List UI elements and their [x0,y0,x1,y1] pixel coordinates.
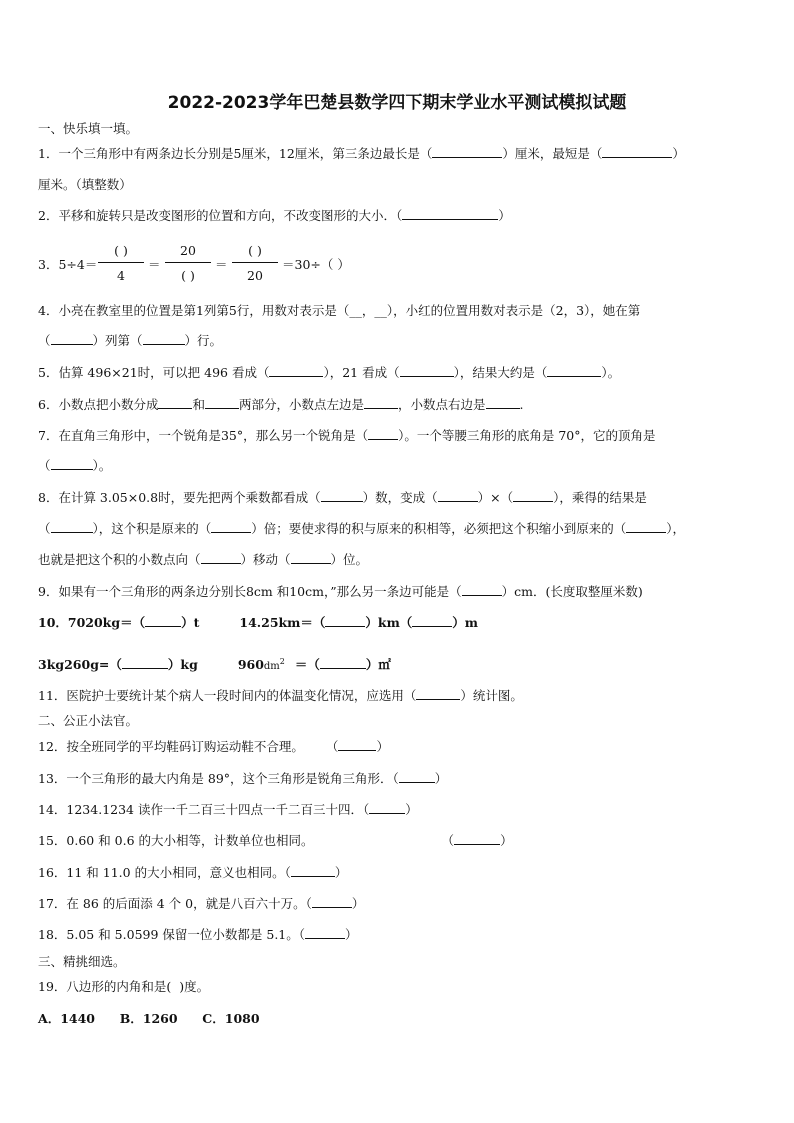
question-5: 5．估算 496×21时，可以把 496 看成（ ），21 看成（ ），结果大约是（ ）。 [38,365,621,380]
answer-blank[interactable] [145,614,181,627]
question-7-cont: （ ）。 [38,458,112,473]
answer-blank[interactable] [51,457,93,470]
question-12: 12．按全班同学的平均鞋码订购运动鞋不合理。 （ ） [38,739,389,754]
answer-blank[interactable] [201,551,241,564]
section-heading-2: 二、公正小法官。 [38,713,139,728]
question-16: 16．11 和 11.0 的大小相同，意义也相同。（ ） [38,865,348,880]
option-b[interactable]: B．1260 [119,1011,178,1026]
answer-blank[interactable] [338,738,376,751]
question-4-cont: （ ）列第（ ）行。 [38,333,223,348]
question-19-options [38,1010,756,1028]
question-10: 10．7020kg＝（ ）t 14.25km＝（ ）km（ ）m [38,615,479,630]
page-title: 2022-2023学年巴楚县数学四下期末学业水平测试模拟试题 [167,93,627,113]
question-18: 18．5.05 和 5.0599 保留一位小数都是 5.1。（ ） [38,927,358,942]
answer-blank[interactable] [325,614,365,627]
answer-blank[interactable] [438,489,478,502]
answer-blank[interactable] [399,770,435,783]
answer-blank[interactable] [305,926,345,939]
question-9: 9．如果有一个三角形的两条边分别长8cm 和10cm，”那么另一条边可能是（ ）cm．(长度取整厘米数) [38,584,643,599]
answer-blank[interactable] [462,583,502,596]
answer-blank[interactable] [432,145,502,158]
answer-blank[interactable] [547,364,601,377]
answer-blank[interactable] [321,489,363,502]
exam-page: 2022-2023学年巴楚县数学四下期末学业水平测试模拟试题 一、快乐填一填。 1．一个三角形中有两条边长分别是5厘米，12厘米，第三条边最长是（ ）厘米，最短是（ ） 厘米。（填整数） 2．平移和旋转只是改变图形的位置和方向，不改变图形的大小．（ ） 3．5÷4＝ ( ) 4 ＝ 20 ( ) ＝ ( ) 20 ＝30÷（ ） 4．小亮在教室里的位置是第1列第5行，用数对表示是（__，__），小红的位置用数对表示是（2，3），她在第 （ ）列第（ ）行。 5．估算 496×21时，可以把 496 看成（ ），21 看成（ ），结果大约是（ ）。 6．小数点把小数分成 和 两部分，小数点左边是 ，小数点右边是 . 7．在直角三角形中，一个锐角是35°，那么另一个锐角是（ ）。一个等腰三角形的底角是 70°，它的顶角是 （ ）。 8．在计算 3.05×0.8时，要先把两个乘数都看成（ ）数，变成（ ）×（ ），乘得的结果是 （ ），这个积是原来的（ ）倍；要使求得的积与原来的积相等，必须把这个积缩小到原来的（ ）， 也就是把这个积的小数点向（ ）移动（ ）位。 9．如果有一个三角形的两条边分别长8cm 和10cm，”那么另一条边可能是（ ）cm．(长度取整厘米数) 10．7020kg＝（ ）t 14.25km＝（ ）km（ ）m 3kg260g=（ ）kg $960dm^2$ ＝（ ）㎡ 11．医院护士要统计某个病人一段时间内的体温变化情况，应选用（ ）统计图。 二、公正小法官。 12．按全班同学的平均鞋码订购运动鞋不合理。 （ ） 13．一个三角形的最大内角是 89°，这个三角形是锐角三角形．（ ） 14．1234.1234 读作一千二百三十四点一千二百三十四．（ ） 15．0.60 和 0.6 的大小相等，计数单位也相同。 （ ） 16．11 和 11.0 的大小相同，意义也相同。（ ） 17．在 86 的后面添 4 个 0，就是八百六十万。（ ） 18．5.05 和 5.0599 保留一位小数都是 5.1。（ ） 三、精挑细选。 19．八边形的内角和是( )度。 A．1440 B．1260 C．1080 [0,0,794,1123]
question-4: 4．小亮在教室里的位置是第1列第5行，用数对表示是（__，__），小红的位置用数对表示是（2，3），她在第 [38,303,641,318]
fraction-bar [165,262,211,263]
answer-blank[interactable] [51,332,93,345]
answer-blank[interactable] [626,520,666,533]
question-17: 17．在 86 的后面添 4 个 0，就是八百六十万。（ ） [38,896,365,911]
question-1-cont: 厘米。（填整数） [38,177,132,192]
question-11: 11．医院护士要统计某个病人一段时间内的体温变化情况，应选用（ ）统计图。 [38,688,523,703]
answer-blank[interactable] [158,396,192,409]
answer-blank[interactable] [291,551,331,564]
fraction-denominator: 20 [247,268,263,283]
answer-blank[interactable] [402,207,498,220]
question-6: 6．小数点把小数分成 和 两部分，小数点左边是 ，小数点右边是 . [38,397,524,412]
question-1: 1．一个三角形中有两条边长分别是5厘米，12厘米，第三条边最长是（ ）厘米，最短是（ ） [38,146,685,161]
answer-blank[interactable] [416,687,460,700]
answer-blank[interactable] [368,427,398,440]
question-13: 13．一个三角形的最大内角是 89°，这个三角形是锐角三角形．（ ） [38,771,448,786]
question-8-cont2: 也就是把这个积的小数点向（ ）移动（ ）位。 [38,552,369,567]
fraction-denominator[interactable]: ( ) [181,268,195,283]
answer-blank[interactable] [269,364,323,377]
fraction-bar [232,262,278,263]
question-7: 7．在直角三角形中，一个锐角是35°，那么另一个锐角是（ ）。一个等腰三角形的底角是 70°，它的顶角是 [38,428,656,443]
answer-blank[interactable] [51,520,93,533]
answer-blank[interactable] [312,895,352,908]
question-14: 14．1234.1234 读作一千二百三十四点一千二百三十四．（ ） [38,802,418,817]
answer-blank[interactable] [400,364,454,377]
question-10-cont: 3kg260g=（ ）kg $960dm^2$ ＝（ ）㎡ [38,657,391,673]
question-19: 19．八边形的内角和是( )度。 [38,979,210,994]
question-8: 8．在计算 3.05×0.8时，要先把两个乘数都看成（ ）数，变成（ ）×（ ），乘得的结果是 [38,490,647,505]
answer-blank[interactable] [602,145,672,158]
fraction-bar [98,262,144,263]
answer-blank[interactable] [205,396,239,409]
section-heading-3: 三、精挑细选。 [38,954,126,969]
section-heading-1: 一、快乐填一填。 [38,121,139,136]
answer-blank[interactable] [412,614,452,627]
answer-blank[interactable] [364,396,398,409]
answer-blank[interactable] [369,801,405,814]
fraction-numerator: 20 [180,243,196,258]
fraction-numerator[interactable]: ( ) [114,243,128,258]
question-8-cont: （ ），这个积是原来的（ ）倍；要使求得的积与原来的积相等，必须把这个积缩小到原来的（ ）， [38,521,686,536]
answer-blank[interactable] [291,864,335,877]
option-c[interactable]: C．1080 [202,1011,260,1026]
fraction-denominator: 4 [117,268,125,283]
question-15: 15．0.60 和 0.6 的大小相等，计数单位也相同。 （ ） [38,833,513,848]
answer-blank[interactable] [454,832,500,845]
option-a[interactable]: A．1440 [38,1011,95,1026]
fraction-numerator[interactable]: ( ) [248,243,262,258]
answer-blank[interactable] [320,656,366,669]
answer-blank[interactable] [513,489,553,502]
answer-blank[interactable] [211,520,251,533]
answer-blank[interactable] [122,656,168,669]
question-2: 2．平移和旋转只是改变图形的位置和方向，不改变图形的大小．（ ） [38,208,511,223]
answer-blank[interactable] [143,332,185,345]
answer-blank[interactable] [486,396,520,409]
